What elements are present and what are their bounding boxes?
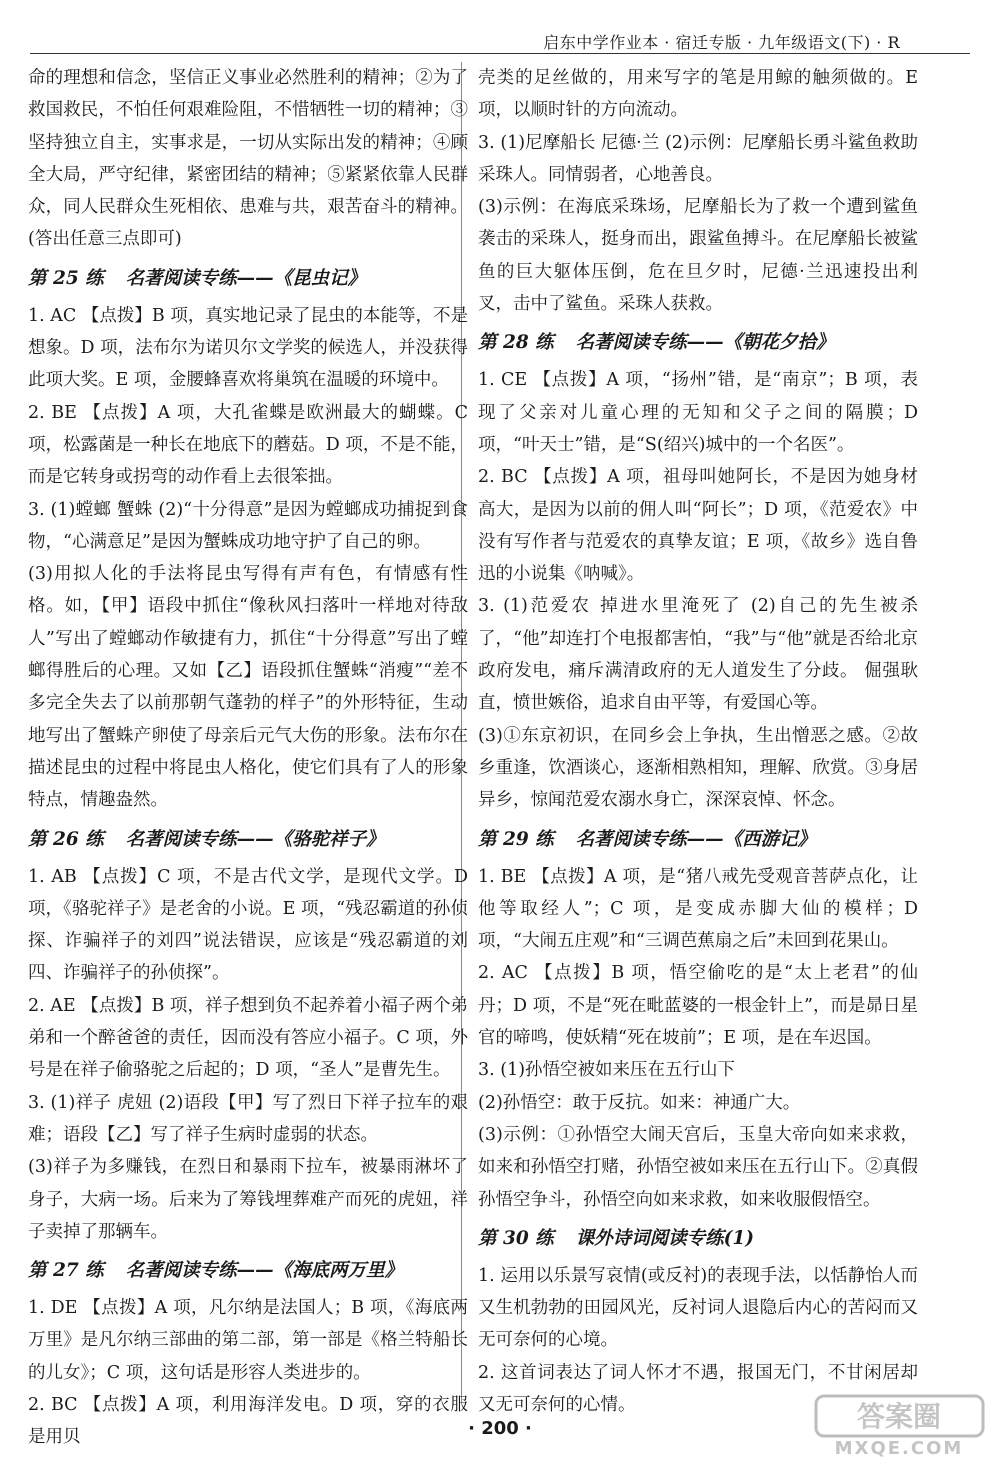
- section-number: 第 30 练: [478, 1227, 554, 1249]
- answer-paragraph: (3)①东京初识，在同乡会上争执，生出憎恶之感。②故乡重逢，饮酒谈心，逐渐相熟相知，理解、欣赏。③身居异乡，惊闻范爱农溺水身亡，深深哀悼、怀念。: [478, 725, 918, 811]
- answer-paragraph: 2. 这首词表达了词人怀才不遇，报国无门，不甘闲居却又无可奈何的心情。: [478, 1362, 918, 1415]
- section-heading-27: [28, 1254, 468, 1288]
- section-heading-30: [478, 1222, 918, 1256]
- intro-paragraph: 壳类的足丝做的，用来写字的笔是用鲸的触须做的。E 项，以顺时针的方向流动。: [478, 68, 918, 121]
- section-heading-26: [28, 823, 468, 857]
- section-heading-25: [28, 262, 468, 296]
- section-number: 第 25 练: [28, 267, 104, 289]
- answer-paragraph: 3. (1)孙悟空被如来压在五行山下: [478, 1060, 736, 1081]
- intro-paragraph: 3. (1)尼摩船长 尼德·兰 (2)示例：尼摩船长勇斗鲨鱼救助采珠人。同情弱者，心地善良。: [478, 132, 918, 185]
- right-column: [478, 62, 918, 1421]
- answer-paragraph: 2. BC 【点拨】A 项，利用海洋发电。D 项，穿的衣服是用贝: [28, 1394, 468, 1448]
- section-number: 第 28 练: [478, 332, 554, 354]
- answer-paragraph: 1. AB 【点拨】C 项，不是古代文学，是现代文学。D 项，《骆驼祥子》是老舍的小说。E 项，“残忍霸道的孙侦探、诈骗祥子的刘四”说法错误，应该是“残忍霸道的刘四、诈骗祥子的孙侦探”。: [28, 866, 468, 984]
- answer-paragraph: (3)示例：①孙悟空大闹天宫后，玉皇大帝向如来求救，如来和孙悟空打赌，孙悟空被如来压在五行山下。②真假孙悟空争斗，孙悟空向如来求救，如来收服假悟空。: [478, 1124, 918, 1210]
- section-number: 第 29 练: [478, 828, 554, 850]
- section-title: 名著阅读专练——《西游记》: [575, 828, 817, 850]
- section-number: 第 26 练: [28, 828, 104, 850]
- answer-paragraph: 1. BE 【点拨】A 项，是“猪八戒先受观音菩萨点化，让他等取经人”；C 项，是变成赤脚大仙的模样；D 项，“大闹五庄观”和“三调芭蕉扇之后”未回到花果山。: [478, 866, 918, 952]
- section-title: 名著阅读专练——《海底两万里》: [125, 1260, 404, 1282]
- section-heading-29: [478, 823, 918, 857]
- answer-paragraph: (3)祥子为多赚钱，在烈日和暴雨下拉车，被暴雨淋坏了身子，大病一场。后来为了筹钱埋葬难产而死的虎妞，祥子卖掉了那辆车。: [28, 1157, 468, 1242]
- answer-paragraph: 1. DE 【点拨】A 项，凡尔纳是法国人；B 项，《海底两万里》是凡尔纳三部曲的第二部，第一部是《格兰特船长的儿女》；C 项，这句话是形容人类进步的。: [28, 1298, 468, 1383]
- watermark-text: 答案圈: [856, 1400, 942, 1433]
- section-title: 名著阅读专练——《朝花夕拾》: [575, 332, 835, 354]
- section-title: 课外诗词阅读专练(1): [575, 1227, 755, 1249]
- answer-paragraph: 2. AC 【点拨】B 项，悟空偷吃的是“太上老君”的仙丹；D 项，不是“死在毗蓝婆的一根金针上”，而是昴日星官的啼鸣，使妖精“死在坡前”；E 项，是在车迟国。: [478, 963, 918, 1049]
- answer-paragraph: 1. CE 【点拨】A 项，“扬州”错，是“南京”；B 项，表现了父亲对儿童心理的无知和父子之间的隔膜；D 项，“叶天士”错，是“S(绍兴)城中的一个名医”。: [478, 370, 918, 455]
- page-number: · 200 ·: [468, 1418, 532, 1439]
- section-title: 名著阅读专练——《昆虫记》: [125, 267, 367, 289]
- section-heading-28: [478, 326, 918, 360]
- header-rule: [30, 53, 970, 54]
- answer-paragraph: 3. (1)范爱农 掉进水里淹死了 (2)自己的先生被杀了，“他”却连打个电报都害怕，“我”与“他”就是否给北京政府发电，痛斥满清政府的无人道发生了分歧。 倔强耿直，愤世嫉俗，追求自由平等，有爱国心等。: [478, 596, 918, 714]
- running-header: 启东中学作业本 · 宿迁专版 · 九年级语文(下) · R: [543, 33, 900, 52]
- answer-paragraph: 2. BC 【点拨】A 项，祖母叫她阿长，不是因为她身材高大，是因为以前的佣人叫“阿长”；D 项，《范爱农》中没有写作者与范爱农的真挚友谊；E 项，《故乡》选自鲁迅的小说集《呐喊》。: [478, 467, 918, 585]
- section-number: 第 27 练: [28, 1260, 104, 1282]
- intro-paragraph: (3)示例：在海底采珠场，尼摩船长为了救一个遭到鲨鱼袭击的采珠人，挺身而出，跟鲨鱼搏斗。在尼摩船长被鲨鱼的巨大躯体压倒，危在旦夕时，尼德·兰迅速投出利叉，击中了鲨鱼。采珠人获救。: [478, 197, 918, 315]
- left-column: [28, 62, 468, 1454]
- answer-paragraph: 3. (1)祥子 虎妞 (2)语段【甲】写了烈日下祥子拉车的艰难；语段【乙】写了祥子生病时虚弱的状态。: [28, 1092, 468, 1145]
- answer-paragraph: (3)用拟人化的手法将昆虫写得有声有色，有情感有性格。如，【甲】语段中抓住“像秋风扫落叶一样地对待敌人”写出了螳螂动作敏捷有力，抓住“十分得意”写出了螳螂得胜后的心理。又如【乙】语段抓住蟹蛛“消瘦”“差不多完全失去了以前那朝气蓬勃的样子”的外形特征，生动地写出了蟹蛛产卵使了母亲后元气大伤的形象。法布尔在描述昆虫的过程中将昆虫人格化，使它们具有了人的形象特点，情趣盎然。: [28, 564, 468, 811]
- answer-paragraph: 2. BE 【点拨】A 项，大孔雀蝶是欧洲最大的蝴蝶。C 项，松露菌是一种长在地底下的蘑菇。D 项，不是不能，而是它转身或拐弯的动作看上去很笨拙。: [28, 402, 468, 488]
- answer-paragraph: 3. (1)螳螂 蟹蛛 (2)“十分得意”是因为螳螂成功捕捉到食物，“心满意足”是因为蟹蛛成功地守护了自己的卵。: [28, 499, 468, 552]
- intro-paragraph: 命的理想和信念，坚信正义事业必然胜利的精神；②为了救国救民，不怕任何艰难险阻，不惜牺牲一切的精神；③坚持独立自主，实事求是，一切从实际出发的精神；④顾全大局，严守纪律，紧密团结的精神；⑤紧紧依靠人民群众，同人民群众生死相依、患难与共，艰苦奋斗的精神。(答出任意三点即可): [28, 68, 468, 250]
- watermark-logo: [812, 1392, 987, 1460]
- answer-paragraph: 1. AC 【点拨】B 项，真实地记录了昆虫的本能等，不是想象。D 项，法布尔为诺贝尔文学奖的候选人，并没获得此项大奖。E 项，金腰蜂喜欢将巢筑在温暖的环境中。: [28, 305, 468, 391]
- answer-paragraph: 1. 运用以乐景写哀情(或反衬)的表现手法，以恬静怡人而又生机勃勃的田园风光，反衬词人退隐后内心的苦闷而又无可奈何的心境。: [478, 1265, 918, 1351]
- answer-paragraph: 2. AE 【点拨】B 项，祥子想到负不起养着小福子两个弟弟和一个醉爸爸的责任，因而没有答应小福子。C 项，外号是在祥子偷骆驼之后起的；D 项，“圣人”是曹先生。: [28, 995, 468, 1081]
- answer-paragraph: (2)孙悟空：敢于反抗。如来：神通广大。: [478, 1092, 801, 1113]
- section-title: 名著阅读专练——《骆驼祥子》: [125, 828, 385, 850]
- watermark-url: MXQE.COM: [834, 1438, 964, 1459]
